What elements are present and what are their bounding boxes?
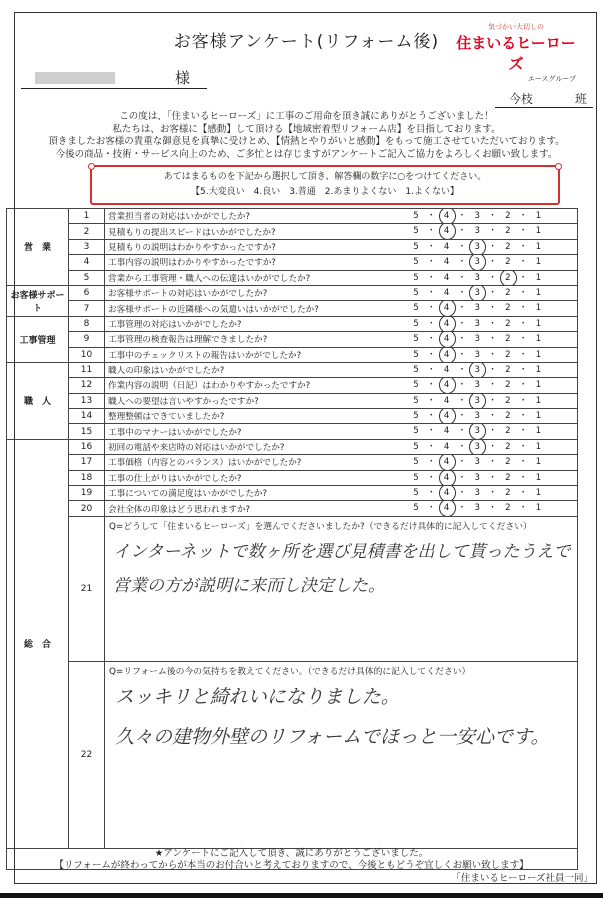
question-number: 10 [69,347,105,362]
rating-option[interactable]: 5 [413,226,419,237]
rating-option[interactable]: 4 [436,378,458,392]
table-row [7,516,578,661]
intro-text [15,111,598,161]
rating-option[interactable]: 1 [535,503,542,514]
question-number: 2 [69,224,105,239]
question-number: 6 [69,285,105,300]
question-cell [105,332,578,347]
rating-option[interactable]: 1 [535,318,542,329]
question-text: 営業から工事管理・職人への伝達はいかがでしたか? [108,273,311,284]
rating-option[interactable]: 3 [474,226,480,237]
question-cell [105,347,578,362]
question-cell [105,239,578,254]
rating-option[interactable]: 3 [474,503,480,514]
rating-option[interactable]: 4 [443,364,450,375]
rating-option[interactable]: 5 [413,257,419,268]
bottom-bar [0,893,603,898]
question-cell [105,270,578,285]
page-title: お客様アンケート(リフォーム後) [173,32,440,52]
rating-option[interactable]: 1 [535,272,542,283]
rating-option[interactable]: 2 [505,241,511,252]
question-text: 工事についての満足度はいかがでしたか? [108,489,268,500]
question-text: 営業担当者の対応はいかがでしたか? [108,212,251,223]
rating-option[interactable]: 1 [535,287,542,298]
q22-answer-cell [105,661,578,848]
rating-option[interactable]: 1 [535,441,542,452]
rating-option[interactable]: 3 [474,349,480,360]
table-row [7,409,578,424]
question-cell [105,316,578,331]
rating-option[interactable]: 2 [505,395,511,406]
rating-option[interactable]: 3 [466,286,488,300]
rating-option[interactable]: 2 [505,334,511,345]
question-number: 17 [69,455,105,470]
table-row [7,301,578,316]
rating-scale: 5 ・ 4 ・ 3 ・ 2 ・ 1 [405,317,549,331]
rating-option[interactable]: 1 [535,303,542,314]
rating-scale: 5 ・ 4 ・ 3 ・ 2 ・ 1 [405,332,549,346]
handwritten-answer-line: インターネットで数ヶ所を選び見積書を出して貰ったうえで [113,541,571,562]
table-row [7,378,578,393]
table-row [7,255,578,270]
rating-option[interactable]: 4 [436,486,458,500]
question-text: お客様サポートの近隣様への気遣いはいかがでしたか? [108,304,319,315]
question-cell [105,393,578,408]
rating-option[interactable]: 5 [413,318,419,329]
rating-option[interactable]: 5 [413,303,419,314]
rating-option[interactable]: 5 [413,364,419,375]
question-number: 1 [69,209,105,224]
rating-scale: 5 ・ 4 ・ 3 ・ 2 ・ 1 [405,255,549,269]
question-cell [105,378,578,393]
question-text: 初回の電話や来店時の対応はいかがでしたか? [108,443,285,454]
question-cell [105,486,578,501]
intro-line: 今後の商品・技術・サービス向上のため、ご多忙とは存じますがアンケートご記入ご協力をよろしくお願い致します。 [55,148,558,160]
handwritten-answer-line: 久々の建物外壁のリフォームでほっと一安心です。 [115,725,550,748]
rating-option[interactable]: 4 [443,287,450,298]
table-row [7,239,578,254]
rating-option[interactable]: 3 [466,255,488,269]
redacted-name [35,72,115,84]
rating-option[interactable]: 3 [474,472,480,483]
intro-line: この度は、「住まいるヒーローズ」に工事のご用命を頂き誠にありがとうございました！ [119,111,494,122]
rating-option[interactable]: 2 [505,457,511,468]
table-row [7,455,578,470]
rating-option[interactable]: 1 [535,257,542,268]
category-label: 総 合 [7,439,69,848]
rating-option[interactable]: 4 [443,426,450,437]
question-number: 8 [69,316,105,331]
rating-scale: 5 ・ 4 ・ 3 ・ 2 ・ 1 [405,271,549,285]
question-number: 21 [69,516,105,661]
question-cell [105,424,578,439]
intro-line: 私たちは、お客様に【感動】して頂ける【地域密着型リフォーム店】を目指しております。 [112,123,501,135]
rating-option[interactable]: 2 [505,318,511,329]
instruction-box [90,165,560,205]
question-cell [105,224,578,239]
rating-option[interactable]: 5 [413,441,419,452]
rating-option[interactable]: 1 [535,380,542,391]
rating-option[interactable]: 4 [443,272,450,283]
staff-unit: 班 [574,92,587,106]
question-number: 14 [69,409,105,424]
rating-scale: 5 ・ 4 ・ 3 ・ 2 ・ 1 [405,455,549,469]
question-text: 整理整頓はできていましたか? [108,412,225,423]
table-row [7,424,578,439]
rating-option[interactable]: 3 [474,380,480,391]
rating-option[interactable]: 5 [413,380,419,391]
company-logo [456,22,576,83]
rating-scale: 5 ・ 4 ・ 3 ・ 2 ・ 1 [405,378,549,392]
rating-option[interactable]: 2 [505,257,511,268]
table-row [7,501,578,516]
rating-option[interactable]: 5 [413,349,419,360]
rating-option[interactable]: 2 [505,380,511,391]
table-row [7,470,578,485]
rating-option[interactable]: 2 [505,441,511,452]
question-cell [105,439,578,454]
rating-option[interactable]: 1 [535,488,542,499]
rating-option[interactable]: 2 [497,271,519,285]
table-row [7,316,578,331]
question-number: 5 [69,270,105,285]
question-text: 会社全体の印象はどう思われますか? [108,504,251,515]
survey-table [6,208,578,849]
rating-option[interactable]: 3 [466,363,488,377]
rating-option[interactable]: 2 [505,364,511,375]
question-text: 作業内容の説明（日記）はわかりやすかったですか? [108,381,311,392]
rating-option[interactable]: 1 [535,226,542,237]
rating-option[interactable]: 5 [413,211,419,221]
question-cell [105,301,578,316]
rating-option[interactable]: 5 [413,411,419,422]
rating-option[interactable]: 4 [443,241,450,252]
question-cell [105,409,578,424]
footer-message: 【リフォームが終わってからが本当のお付合いと考えておりますので、今後ともどうぞ宜しくお願い致します】 [54,860,529,871]
table-row [7,270,578,285]
question-cell [105,255,578,270]
footer-signature: 「住まいるヒーローズ社員一同」 [451,873,593,884]
rating-option[interactable]: 2 [505,211,511,221]
rating-option[interactable]: 3 [466,240,488,254]
rating-option[interactable]: 1 [535,395,542,406]
question-cell [105,470,578,485]
question-number: 3 [69,239,105,254]
rating-option[interactable]: 4 [436,501,458,515]
rating-option[interactable]: 1 [535,349,542,360]
rating-option[interactable]: 3 [474,211,480,221]
question-number: 22 [69,661,105,848]
category-label: 営 業 [7,209,69,286]
table-row [7,362,578,377]
rating-option[interactable]: 5 [413,472,419,483]
table-row [7,332,578,347]
question-number: 11 [69,362,105,377]
question-cell [105,285,578,300]
corner-dot [88,163,95,170]
rating-option[interactable]: 2 [505,472,511,483]
rating-option[interactable]: 4 [436,317,458,331]
question-number: 18 [69,470,105,485]
question-number: 19 [69,486,105,501]
rating-scale: 5 ・ 4 ・ 3 ・ 2 ・ 1 [405,486,549,500]
rating-scale: 5 ・ 4 ・ 3 ・ 2 ・ 1 [405,394,549,408]
footer-text [0,848,583,872]
rating-option[interactable]: 2 [505,226,511,237]
question-cell [105,209,578,224]
rating-option[interactable]: 3 [466,424,488,438]
rating-option[interactable]: 5 [413,272,419,283]
rating-option[interactable]: 1 [535,472,542,483]
question-number: 9 [69,332,105,347]
rating-scale: 5 ・ 4 ・ 3 ・ 2 ・ 1 [405,424,549,438]
rating-option[interactable]: 4 [436,409,458,423]
rating-option[interactable]: 5 [413,395,419,406]
logo-tagline: 気づかい大切しの [488,23,544,31]
logo-brand: 住まいるヒーローズ [456,34,576,73]
rating-option[interactable]: 4 [443,395,450,406]
question-text: 工事中のマナーはいかがでしたか? [108,427,242,438]
rating-option[interactable]: 2 [505,303,511,314]
rating-option[interactable]: 3 [474,457,480,468]
category-label: お客様サポート [7,285,69,316]
rating-option[interactable]: 5 [413,488,419,499]
question-text: 職人の印象はいかがでしたか? [108,366,225,377]
table-row [7,393,578,408]
rating-option[interactable]: 2 [505,488,511,499]
rating-option[interactable]: 1 [535,411,542,422]
intro-line: 頂きましたお客様の貴重な御意見を真摯に受けとめ、【情熱とやりがいと感動】をもって施工させていただいております。 [48,136,565,148]
rating-option[interactable]: 4 [443,441,450,452]
rating-option[interactable]: 5 [413,426,419,437]
rating-option[interactable]: 5 [413,287,419,298]
rating-option[interactable]: 5 [413,241,419,252]
rating-scale: 5 ・ 4 ・ 3 ・ 2 ・ 1 [405,363,549,377]
rating-option[interactable]: 4 [436,209,458,223]
rating-option[interactable]: 2 [505,287,511,298]
instruction-scale: 【5.大変良い 4.良い 3.普通 2.あまりよくない 1.よくない】 [191,187,459,197]
rating-option[interactable]: 1 [535,334,542,345]
handwritten-answer-line: 営業の方が説明に来而し決定した。 [113,575,385,596]
q21-answer-cell [105,516,578,661]
rating-option[interactable]: 1 [535,364,542,375]
question-prompt: Q=リフォーム後の今の気持ちを教えてください。（できるだけ具体的に記入してください） [109,666,471,677]
question-cell [105,362,578,377]
rating-scale: 5 ・ 4 ・ 3 ・ 2 ・ 1 [405,348,549,362]
footer-thanks: ★アンケートにご記入して頂き、誠にありがとうございました。 [154,848,429,859]
staff-field [495,89,593,108]
rating-option[interactable]: 3 [474,272,480,283]
rating-option[interactable]: 2 [505,426,511,437]
handwritten-answer-line: スッキリと綺れいになりました。 [115,685,400,708]
rating-option[interactable]: 4 [436,301,458,315]
rating-option[interactable]: 5 [413,457,419,468]
rating-option[interactable]: 3 [474,334,480,345]
question-prompt: Q=どうして「住まいるヒーローズ」を選んでくださいましたか?（できるだけ具体的に記入してください） [109,521,532,532]
rating-option[interactable]: 4 [436,455,458,469]
question-text: お客様サポートの対応はいかがでしたか? [108,289,268,300]
rating-scale: 5 ・ 4 ・ 3 ・ 2 ・ 1 [405,501,549,515]
rating-option[interactable]: 3 [466,440,488,454]
question-text: 工事内容の説明はわかりやすかったですか? [108,258,276,269]
rating-option[interactable]: 4 [436,471,458,485]
table-row [7,209,578,224]
question-number: 15 [69,424,105,439]
question-number: 7 [69,301,105,316]
rating-option[interactable]: 3 [474,303,480,314]
question-text: 見積もりの説明はわかりやすかったですか? [108,242,276,253]
table-row [7,661,578,848]
rating-scale: 5 ・ 4 ・ 3 ・ 2 ・ 1 [405,209,549,223]
rating-option[interactable]: 1 [535,426,542,437]
rating-option[interactable]: 4 [436,332,458,346]
rating-option[interactable]: 2 [505,411,511,422]
rating-option[interactable]: 1 [535,211,542,221]
rating-option[interactable]: 4 [436,348,458,362]
rating-scale: 5 ・ 4 ・ 3 ・ 2 ・ 1 [405,224,549,238]
question-cell [105,501,578,516]
rating-scale: 5 ・ 4 ・ 3 ・ 2 ・ 1 [405,440,549,454]
rating-scale: 5 ・ 4 ・ 3 ・ 2 ・ 1 [405,409,549,423]
question-text: 工事の仕上がりはいかがでしたか? [108,473,242,484]
rating-option[interactable]: 3 [474,488,480,499]
question-text: 工事中のチェックリストの報告はいかがでしたか? [108,350,302,361]
question-text: 工事管理の対応はいかがでしたか? [108,319,242,330]
question-text: 職人への要望は言いやすかったですか? [108,396,259,407]
question-number: 4 [69,255,105,270]
rating-scale: 5 ・ 4 ・ 3 ・ 2 ・ 1 [405,471,549,485]
rating-option[interactable]: 4 [443,257,450,268]
question-number: 12 [69,378,105,393]
staff-name: 今枝 [509,92,534,106]
question-text: 工事価格（内容とのバランス）はいかがでしたか? [108,458,302,469]
rating-scale: 5 ・ 4 ・ 3 ・ 2 ・ 1 [405,240,549,254]
question-cell [105,455,578,470]
question-number: 16 [69,439,105,454]
instruction-line: あてはまるものを下記から選択して頂き、解答欄の数字に○をつけてください。 [163,172,487,182]
customer-honorific: 様 [175,69,191,87]
table-row [7,285,578,300]
table-row [7,486,578,501]
corner-dot [555,163,562,170]
rating-scale: 5 ・ 4 ・ 3 ・ 2 ・ 1 [405,286,549,300]
rating-option[interactable]: 3 [474,318,480,329]
rating-option[interactable]: 3 [466,394,488,408]
rating-option[interactable]: 2 [505,503,511,514]
rating-option[interactable]: 5 [413,503,419,514]
question-number: 13 [69,393,105,408]
rating-option[interactable]: 1 [535,457,542,468]
table-row [7,224,578,239]
rating-option[interactable]: 3 [474,411,480,422]
rating-option[interactable]: 2 [505,349,511,360]
question-text: 工事管理の検査報告は理解できましたか? [108,335,268,346]
rating-option[interactable]: 4 [436,224,458,238]
rating-scale: 5 ・ 4 ・ 3 ・ 2 ・ 1 [405,301,549,315]
rating-option[interactable]: 1 [535,241,542,252]
table-row [7,439,578,454]
question-text: 見積もりの提出スピードはいかがでしたか? [108,227,276,238]
question-number: 20 [69,501,105,516]
table-row [7,347,578,362]
logo-group: エースグループ [527,75,576,83]
category-label: 工事管理 [7,316,69,362]
category-label: 職 人 [7,362,69,439]
rating-option[interactable]: 5 [413,334,419,345]
